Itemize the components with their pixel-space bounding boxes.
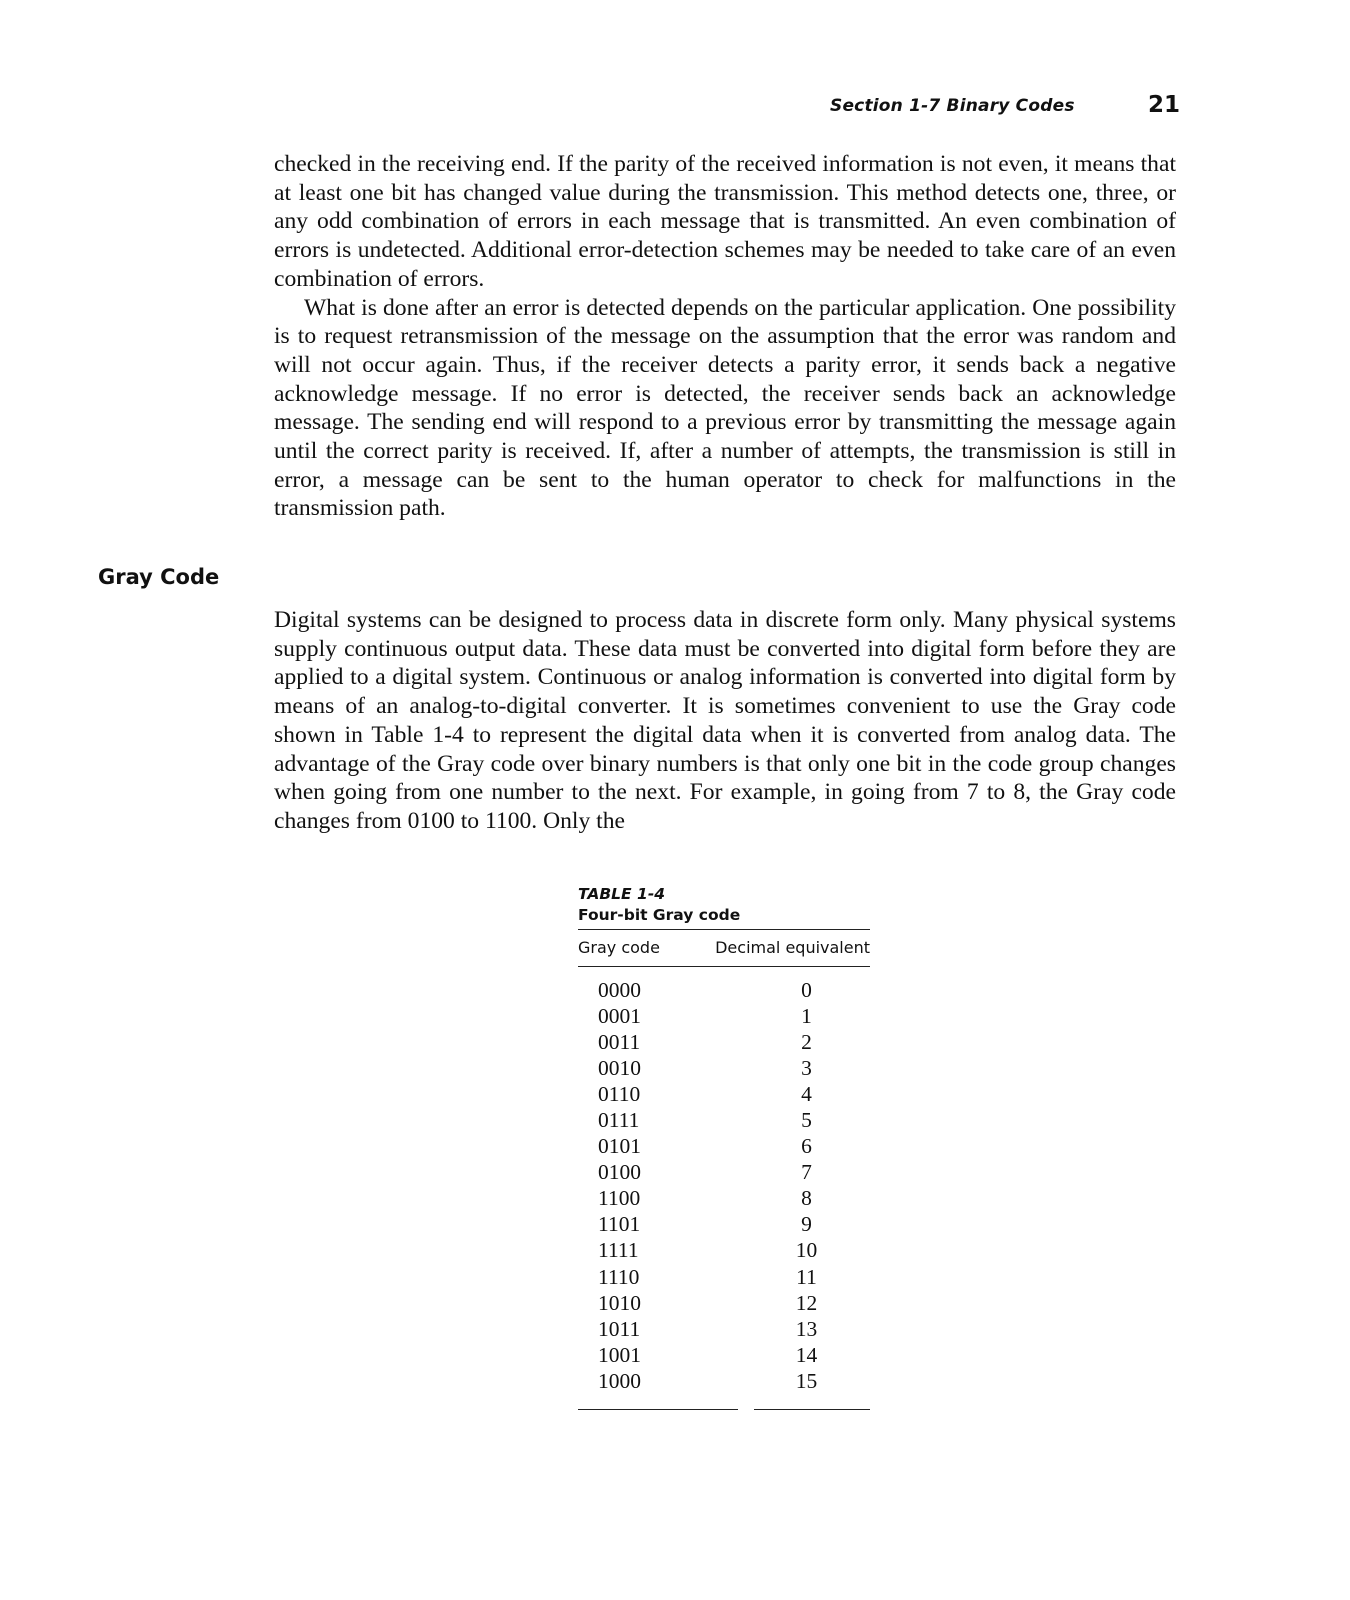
- table-caption: [578, 884, 870, 926]
- gray-code-cell: 0001: [598, 1003, 641, 1028]
- gray-code-cell: 0111: [598, 1108, 640, 1133]
- table-body: [578, 967, 870, 1395]
- gray-code-cell: 1101: [598, 1212, 641, 1237]
- decimal-cell: 0: [801, 977, 812, 1002]
- table-row: [578, 1212, 870, 1238]
- table-row: [578, 1186, 870, 1212]
- table-header-row: [578, 930, 870, 966]
- table-row: [578, 1107, 870, 1133]
- running-header-section: Section 1-7 Binary Codes: [830, 96, 1075, 116]
- decimal-cell: 14: [795, 1342, 818, 1367]
- body-text-upper: [274, 150, 1176, 523]
- decimal-cell: 11: [796, 1264, 817, 1289]
- gray-code-cell: 0110: [598, 1081, 641, 1106]
- paragraph: What is done after an error is detected depends on the particular application. One possibility is to request retransmission of the message on the assumption that the error was random and will not occur again. Thus, if the receiver detects a parity error, it sends back a negative acknowledge message. If no error is detected, the receiver sends back an acknowledge message. The sending end will respond to a previous error by transmitting the message again until the correct parity is received. If, after a number of attempts, the transmission is still in error, a message can be sent to the human operator to check for malfunctions in the transmission path.: [274, 294, 1176, 522]
- decimal-cell: 13: [795, 1316, 818, 1341]
- decimal-cell: 9: [801, 1212, 812, 1237]
- table-row: [578, 1029, 870, 1055]
- table-bottom-rule-right: [754, 1409, 870, 1410]
- gray-code-table: [578, 884, 870, 1413]
- gray-code-cell: 0101: [598, 1134, 641, 1159]
- decimal-cell: 10: [795, 1238, 818, 1263]
- decimal-cell: 8: [801, 1186, 812, 1211]
- decimal-cell: 3: [801, 1055, 812, 1080]
- table-row: [578, 1316, 870, 1342]
- table-row: [578, 1160, 870, 1186]
- section-heading-gray-code: Gray Code: [98, 565, 220, 589]
- gray-code-cell: 1010: [598, 1290, 641, 1315]
- table-row: [578, 1342, 870, 1368]
- decimal-cell: 5: [801, 1108, 812, 1133]
- table-bottom-rule: [578, 1409, 870, 1413]
- decimal-cell: 6: [801, 1134, 812, 1159]
- running-header: [830, 92, 1180, 120]
- table-row: [578, 1003, 870, 1029]
- gray-code-cell: 0010: [598, 1055, 641, 1080]
- column-header-decimal: Decimal equivalent: [715, 938, 870, 957]
- table-row: [578, 1055, 870, 1081]
- column-header-gray-code: Gray code: [578, 938, 660, 957]
- decimal-cell: 2: [801, 1029, 812, 1054]
- body-text-lower: [274, 606, 1176, 836]
- paragraph: Digital systems can be designed to process data in discrete form only. Many physical systems supply continuous output data. These data must be converted into digital form before they are applied to a digital system. Continuous or analog information is converted into digital form by means of an analog-to-digital converter. It is sometimes convenient to use the Gray code shown in Table 1-4 to represent the digital data when it is converted from analog data. The advantage of the Gray code over binary numbers is that only one bit in the code group changes when going from one number to the next. For example, in going from 7 to 8, the Gray code changes from 0100 to 1100. Only the: [274, 607, 1176, 834]
- gray-code-cell: 1011: [598, 1316, 641, 1341]
- gray-code-cell: 1000: [598, 1368, 641, 1393]
- gray-code-cell: 1111: [598, 1238, 639, 1263]
- table-row: [578, 1134, 870, 1160]
- decimal-cell: 12: [795, 1290, 818, 1315]
- table-row: [578, 977, 870, 1003]
- paragraph: checked in the receiving end. If the parity of the received information is not even, it means that at least one bit has changed value during the transmission. This method detects one, three, or any odd combination of errors in each message that is transmitted. An even combination of errors is undetected. Additional error-detection schemes may be needed to take care of an even combination of errors.: [274, 151, 1176, 292]
- gray-code-cell: 1110: [598, 1264, 640, 1289]
- gray-code-cell: 0100: [598, 1160, 641, 1185]
- table-row: [578, 1368, 870, 1394]
- gray-code-cell: 0000: [598, 977, 641, 1002]
- gray-code-cell: 0011: [598, 1029, 641, 1054]
- decimal-cell: 15: [795, 1368, 818, 1393]
- decimal-cell: 7: [801, 1160, 812, 1185]
- table-title: Four-bit Gray code: [578, 906, 741, 924]
- table-row: [578, 1290, 870, 1316]
- table-number: TABLE 1-4: [578, 885, 666, 903]
- gray-code-cell: 1001: [598, 1342, 641, 1367]
- table-bottom-rule-left: [578, 1409, 738, 1410]
- decimal-cell: 4: [801, 1081, 812, 1106]
- decimal-cell: 1: [801, 1003, 812, 1028]
- page-number: 21: [1147, 92, 1180, 118]
- gray-code-cell: 1100: [598, 1186, 641, 1211]
- table-row: [578, 1264, 870, 1290]
- table-row: [578, 1238, 870, 1264]
- table-row: [578, 1081, 870, 1107]
